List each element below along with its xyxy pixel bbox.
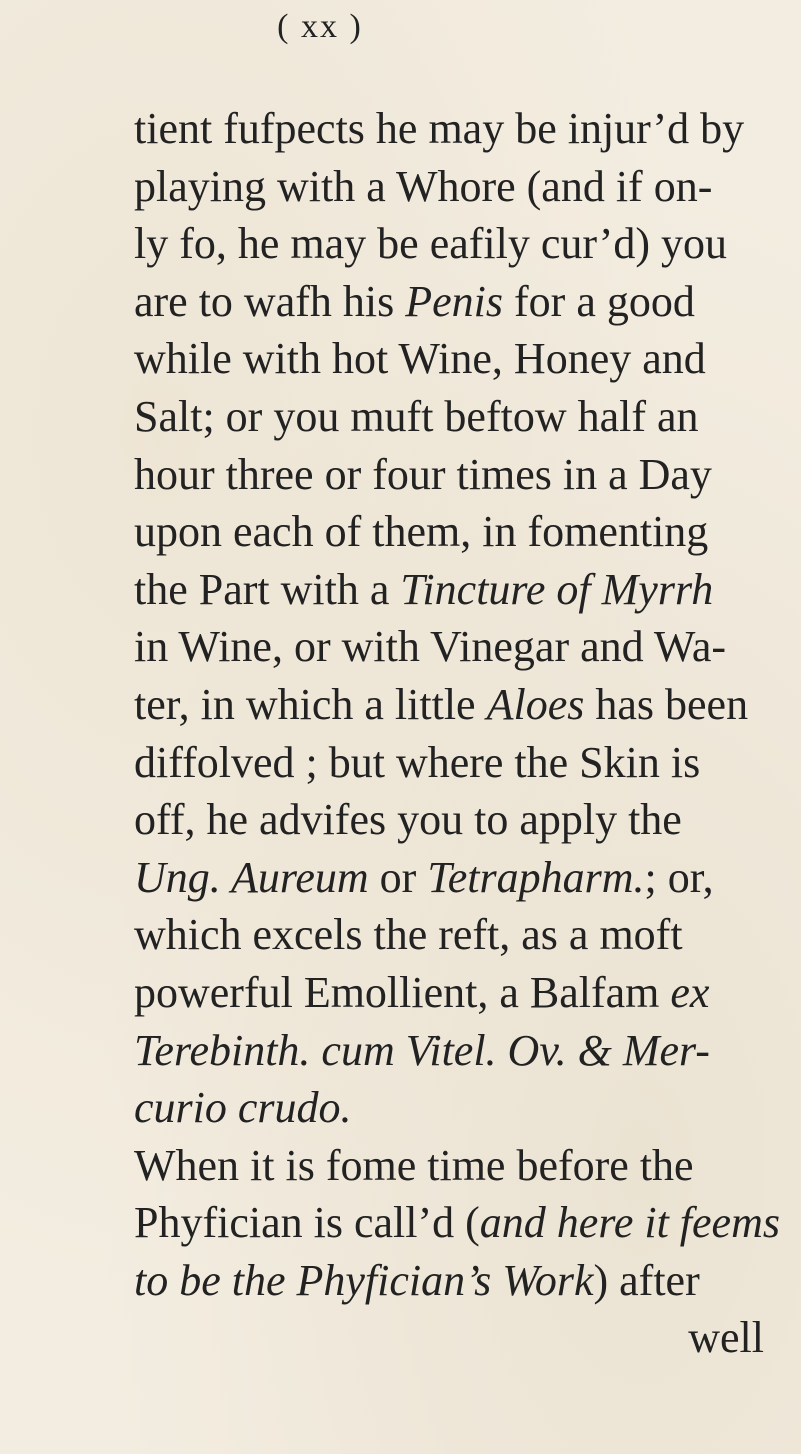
text-line — [134, 791, 764, 849]
text-line — [134, 1252, 764, 1310]
text-line — [134, 1137, 764, 1195]
italic-text-segment: Ung. Aureum — [134, 852, 369, 902]
body-text — [134, 100, 780, 1367]
text-line — [134, 215, 764, 273]
italic-text-segment: to be the Phyfician’s Work — [134, 1255, 594, 1305]
text-line — [134, 100, 764, 158]
text-segment: well — [688, 1313, 764, 1363]
text-segment: has been — [584, 679, 749, 729]
italic-text-segment: Terebinth. cum Vitel. Ov. & Mer- — [134, 1025, 710, 1075]
text-line — [134, 618, 764, 676]
italic-text-segment: Aloes — [486, 679, 585, 729]
text-segment: ; or, — [644, 852, 714, 902]
text-segment: or — [368, 852, 428, 902]
text-line — [134, 849, 764, 907]
text-segment: upon each of them, in fomenting — [134, 507, 709, 557]
text-segment: the Part with a — [134, 564, 401, 614]
text-segment: Salt; or you muft beftow half an — [134, 391, 699, 441]
text-line — [134, 388, 764, 446]
text-line — [134, 446, 764, 504]
text-line — [134, 330, 764, 388]
text-line — [134, 964, 764, 1022]
text-segment: which excels the reft, as a moft — [134, 910, 683, 960]
italic-text-segment: Tincture of Myrrh — [400, 564, 714, 614]
text-segment: in Wine, or with Vinegar and Wa- — [134, 622, 727, 672]
text-segment: for a good — [503, 276, 695, 326]
text-line — [134, 503, 764, 561]
italic-text-segment: curio crudo. — [134, 1083, 352, 1133]
text-line — [134, 1022, 764, 1080]
page-number-header: ( xx ) — [277, 8, 363, 45]
text-segment: ly fo, he may be eafily cur’d) you — [134, 219, 727, 269]
text-line — [134, 734, 764, 792]
text-line — [134, 1079, 764, 1137]
italic-text-segment: and here it feems — [479, 1198, 780, 1248]
italic-text-segment: Penis — [405, 276, 504, 326]
text-line — [134, 676, 764, 734]
text-line — [134, 158, 764, 216]
text-line — [134, 273, 764, 331]
text-segment: diffolved ; but where the Skin is — [134, 737, 701, 787]
text-segment: while with hot Wine, Honey and — [134, 334, 706, 384]
text-segment: ter, in which a little — [134, 679, 487, 729]
text-segment: tient fufpects he may be injur’d by — [134, 104, 745, 153]
text-segment: When it is fome time before the — [134, 1140, 694, 1190]
italic-text-segment: ex — [670, 967, 710, 1017]
text-segment: Phyfician is call’d ( — [134, 1198, 480, 1248]
text-segment: powerful Emollient, a Balfam — [134, 967, 671, 1017]
text-segment: are to wafh his — [134, 276, 406, 326]
text-segment: hour three or four times in a Day — [134, 449, 712, 499]
text-line — [134, 1309, 764, 1367]
text-segment: off, he advifes you to apply the — [134, 795, 682, 845]
text-line — [134, 1194, 780, 1252]
text-line — [134, 561, 764, 619]
text-line — [134, 906, 764, 964]
text-segment: playing with a Whore (and if on- — [134, 161, 713, 211]
italic-text-segment: Tetrapharm. — [427, 852, 645, 902]
text-segment: ) after — [593, 1255, 700, 1305]
